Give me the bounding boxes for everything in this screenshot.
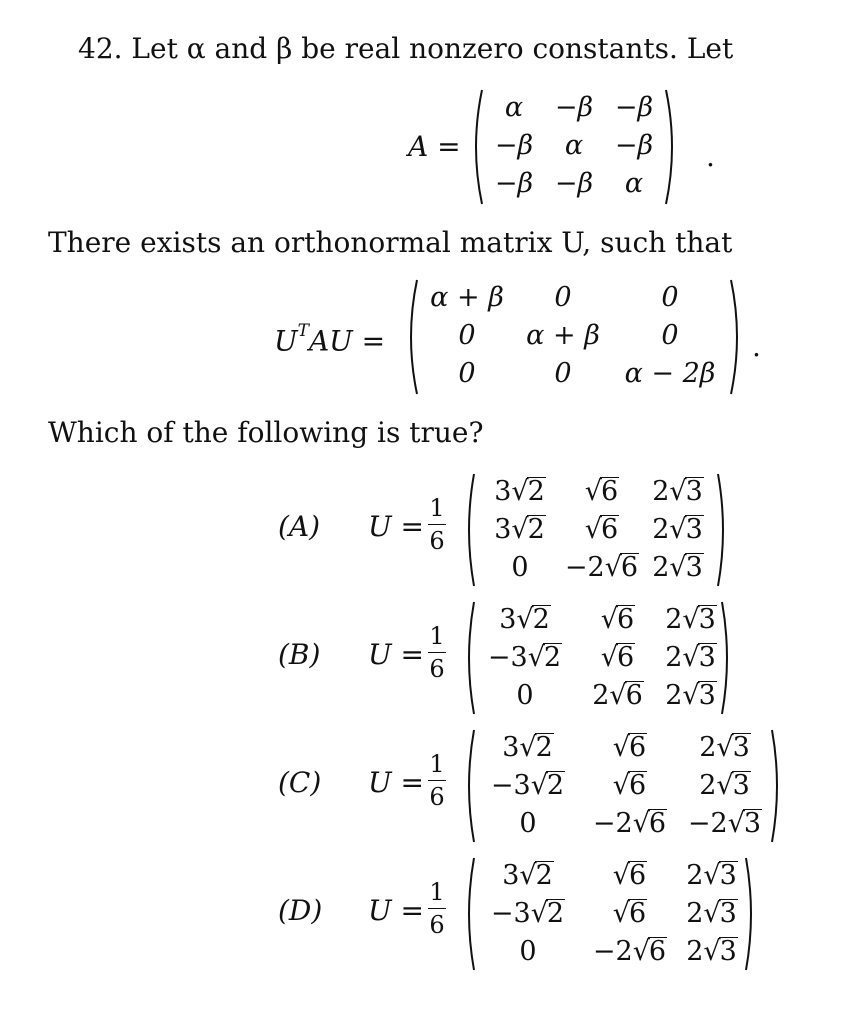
matrix-entry xyxy=(699,733,751,761)
coefficient: 3 xyxy=(499,604,517,635)
left-paren xyxy=(462,600,476,716)
scalar-fraction xyxy=(428,878,446,939)
option-matrix xyxy=(462,472,730,588)
radical-sign-icon: √ xyxy=(519,860,537,891)
radicand: 6 xyxy=(617,604,635,635)
radicand: 3 xyxy=(685,476,703,507)
option-label: (D) xyxy=(278,894,323,927)
radical-sign-icon: √ xyxy=(682,680,700,711)
coefficient: 2 xyxy=(699,732,717,763)
radicand: 3 xyxy=(698,642,716,673)
utau-u: U xyxy=(274,324,298,358)
sqrt-radical xyxy=(613,733,647,761)
radicand: 6 xyxy=(648,808,667,839)
radical-sign-icon: √ xyxy=(632,936,650,967)
radical-sign-icon: √ xyxy=(527,642,545,673)
fraction-numerator: 1 xyxy=(429,878,445,906)
radical-sign-icon: √ xyxy=(600,642,619,673)
radical-sign-icon: √ xyxy=(604,552,622,583)
coefficient: 2 xyxy=(665,680,683,711)
matrix-a-cell: α xyxy=(504,91,524,123)
matrix-entry xyxy=(516,679,534,711)
sqrt-radical xyxy=(531,899,565,927)
matrix-entry xyxy=(491,771,565,799)
radical-sign-icon: √ xyxy=(600,604,619,635)
radical-sign-icon: √ xyxy=(516,604,534,635)
sqrt-radical xyxy=(728,809,762,837)
option-lhs: U = xyxy=(368,510,424,543)
left-paren xyxy=(462,728,476,844)
matrix-entry xyxy=(699,771,751,799)
sqrt-radical xyxy=(516,605,550,633)
radical-sign-icon: √ xyxy=(703,936,721,967)
matrix-entry xyxy=(652,477,704,505)
sqrt-radical xyxy=(519,733,553,761)
radical-sign-icon: √ xyxy=(612,732,631,763)
scalar-fraction xyxy=(428,494,446,555)
matrix-a-cell: −β xyxy=(554,167,594,199)
radical-sign-icon: √ xyxy=(682,642,700,673)
radicand: 3 xyxy=(685,552,703,583)
sqrt-radical xyxy=(528,643,562,671)
coefficient: 3 xyxy=(494,476,512,507)
sqrt-radical xyxy=(519,861,553,889)
sqrt-radical xyxy=(682,643,716,671)
sqrt-radical xyxy=(601,643,635,671)
matrix-a xyxy=(468,88,680,206)
option-lhs: U = xyxy=(368,638,424,671)
matrix-entry xyxy=(585,477,619,505)
radical-sign-icon: √ xyxy=(530,898,548,929)
radical-sign-icon: √ xyxy=(584,514,603,545)
radical-sign-icon: √ xyxy=(530,770,548,801)
radicand: 2 xyxy=(535,860,553,891)
coefficient: −2 xyxy=(687,808,728,839)
matrix-diagonal-period: . xyxy=(752,330,761,363)
matrix-diagonal-cell: 0 xyxy=(554,357,572,389)
right-paren xyxy=(720,600,734,716)
scalar-fraction xyxy=(428,750,446,811)
coefficient: 2 xyxy=(652,476,670,507)
sqrt-radical xyxy=(531,771,565,799)
coefficient: 2 xyxy=(665,642,683,673)
radical-sign-icon: √ xyxy=(519,732,537,763)
matrix-entry xyxy=(519,935,537,967)
utau-lhs xyxy=(274,318,385,358)
radical-sign-icon: √ xyxy=(703,860,721,891)
matrix-diagonal-cell: 0 xyxy=(661,281,679,313)
coefficient: −2 xyxy=(592,808,633,839)
option-matrix xyxy=(462,728,784,844)
radicand: 2 xyxy=(527,514,545,545)
option-label: (C) xyxy=(278,766,322,799)
sqrt-radical xyxy=(601,605,635,633)
matrix-diagonal-cell: α + β xyxy=(526,319,600,351)
fraction-bar xyxy=(428,652,446,653)
sqrt-radical xyxy=(609,681,643,709)
sqrt-radical xyxy=(613,899,647,927)
coefficient: −3 xyxy=(490,770,531,801)
radical-sign-icon: √ xyxy=(584,476,603,507)
fraction-denominator: 6 xyxy=(429,527,445,555)
fraction-numerator: 1 xyxy=(429,622,445,650)
sqrt-radical xyxy=(703,861,737,889)
coefficient: 2 xyxy=(686,898,704,929)
right-paren xyxy=(744,856,758,972)
fraction-bar xyxy=(428,524,446,525)
fraction-denominator: 6 xyxy=(429,911,445,939)
radicand: 6 xyxy=(629,860,647,891)
coefficient: 2 xyxy=(652,514,670,545)
option-matrix-grid xyxy=(476,472,716,588)
radicand: 6 xyxy=(625,680,643,711)
left-paren xyxy=(468,88,484,206)
scalar-fraction xyxy=(428,622,446,683)
radical-sign-icon: √ xyxy=(716,732,734,763)
fraction-bar xyxy=(428,780,446,781)
matrix-entry xyxy=(585,515,619,543)
coefficient: −3 xyxy=(490,898,531,929)
option-lhs: U = xyxy=(368,766,424,799)
option-matrix xyxy=(462,600,734,716)
sqrt-radical xyxy=(585,477,619,505)
coefficient: 3 xyxy=(502,732,520,763)
matrix-entry xyxy=(652,515,704,543)
radicand: 2 xyxy=(546,898,565,929)
fraction-bar xyxy=(428,908,446,909)
matrix-entry xyxy=(652,553,704,581)
option-label: (B) xyxy=(278,638,321,671)
matrix-a-cell: α xyxy=(624,167,644,199)
sqrt-radical xyxy=(613,771,647,799)
matrix-entry xyxy=(488,643,562,671)
radicand: 3 xyxy=(743,808,762,839)
matrix-entry xyxy=(686,861,738,889)
problem-statement: 42. Let α and β be real nonzero constants. Let xyxy=(78,32,734,65)
matrix-a-cell: α xyxy=(564,129,584,161)
sqrt-radical xyxy=(716,733,750,761)
matrix-entry xyxy=(502,861,554,889)
matrix-entry xyxy=(593,809,667,837)
matrix-entry xyxy=(686,937,738,965)
matrix-entry xyxy=(613,733,647,761)
exists-text: There exists an orthonormal matrix U, such that xyxy=(48,226,733,259)
coefficient: 0 xyxy=(516,679,534,711)
radicand: 3 xyxy=(732,770,750,801)
radical-sign-icon: √ xyxy=(669,552,687,583)
sqrt-radical xyxy=(703,899,737,927)
sqrt-radical xyxy=(511,515,545,543)
radicand: 3 xyxy=(685,514,703,545)
matrix-a-cell: −β xyxy=(494,167,534,199)
radicand: 3 xyxy=(698,680,716,711)
left-paren xyxy=(462,856,476,972)
fraction-denominator: 6 xyxy=(429,655,445,683)
coefficient: 2 xyxy=(652,552,670,583)
coefficient: −3 xyxy=(487,642,528,673)
matrix-a-cell: −β xyxy=(614,129,654,161)
radicand: 6 xyxy=(601,514,619,545)
matrix-a-grid xyxy=(484,88,664,206)
fraction-numerator: 1 xyxy=(429,494,445,522)
matrix-entry xyxy=(491,899,565,927)
radical-sign-icon: √ xyxy=(682,604,700,635)
matrix-diagonal-cell: 0 xyxy=(458,319,476,351)
matrix-a-cell: −β xyxy=(494,129,534,161)
fraction-numerator: 1 xyxy=(429,750,445,778)
matrix-diagonal-cell: α + β xyxy=(430,281,504,313)
radicand: 3 xyxy=(719,860,737,891)
matrix-entry xyxy=(665,605,717,633)
sqrt-radical xyxy=(605,553,639,581)
radical-sign-icon: √ xyxy=(511,514,529,545)
right-paren xyxy=(664,88,680,206)
radicand: 6 xyxy=(629,898,647,929)
radicand: 6 xyxy=(629,770,647,801)
option-lhs: U = xyxy=(368,894,424,927)
radicand: 3 xyxy=(719,898,737,929)
radicand: 6 xyxy=(601,476,619,507)
radicand: 3 xyxy=(698,604,716,635)
radicand: 2 xyxy=(532,604,550,635)
option-matrix-grid xyxy=(476,728,770,844)
sqrt-radical xyxy=(682,605,716,633)
right-paren xyxy=(716,472,730,588)
radical-sign-icon: √ xyxy=(612,770,631,801)
coefficient: 2 xyxy=(592,680,610,711)
radical-sign-icon: √ xyxy=(716,770,734,801)
matrix-entry xyxy=(499,605,551,633)
left-paren xyxy=(462,472,476,588)
coefficient: 2 xyxy=(686,936,704,967)
sqrt-radical xyxy=(585,515,619,543)
matrix-entry xyxy=(502,733,554,761)
right-paren xyxy=(729,278,745,396)
option-matrix-grid xyxy=(476,600,720,716)
radical-sign-icon: √ xyxy=(727,808,745,839)
left-paren xyxy=(403,278,419,396)
radical-sign-icon: √ xyxy=(609,680,627,711)
coefficient: 3 xyxy=(502,860,520,891)
radicand: 6 xyxy=(620,552,639,583)
sqrt-radical xyxy=(511,477,545,505)
matrix-entry xyxy=(519,807,537,839)
radicand: 3 xyxy=(732,732,750,763)
matrix-entry xyxy=(494,515,546,543)
matrix-entry xyxy=(494,477,546,505)
radicand: 6 xyxy=(629,732,647,763)
matrix-a-cell: −β xyxy=(554,91,594,123)
sqrt-radical xyxy=(633,937,667,965)
right-paren xyxy=(770,728,784,844)
radical-sign-icon: √ xyxy=(612,898,631,929)
coefficient: −2 xyxy=(564,552,605,583)
radicand: 3 xyxy=(719,936,737,967)
matrix-entry xyxy=(601,643,635,671)
sqrt-radical xyxy=(613,861,647,889)
radicand: 6 xyxy=(617,642,635,673)
matrix-a-cell: −β xyxy=(614,91,654,123)
matrix-entry xyxy=(592,681,644,709)
matrix-diagonal-cell: 0 xyxy=(661,319,679,351)
matrix-diagonal xyxy=(403,278,745,396)
matrix-entry xyxy=(688,809,762,837)
matrix-entry xyxy=(613,899,647,927)
utau-rest: AU = xyxy=(308,324,386,358)
matrix-entry xyxy=(665,681,717,709)
matrix-entry xyxy=(613,771,647,799)
coefficient: 2 xyxy=(686,860,704,891)
matrix-entry xyxy=(601,605,635,633)
coefficient: 2 xyxy=(665,604,683,635)
radicand: 6 xyxy=(648,936,667,967)
radicand: 2 xyxy=(546,770,565,801)
radical-sign-icon: √ xyxy=(669,514,687,545)
radical-sign-icon: √ xyxy=(703,898,721,929)
coefficient: 0 xyxy=(519,807,537,839)
coefficient: 0 xyxy=(519,935,537,967)
coefficient: 3 xyxy=(494,514,512,545)
matrix-a-lhs: A = xyxy=(408,130,461,163)
coefficient: 2 xyxy=(699,770,717,801)
radical-sign-icon: √ xyxy=(632,808,650,839)
sqrt-radical xyxy=(716,771,750,799)
coefficient: −2 xyxy=(592,936,633,967)
matrix-entry xyxy=(511,551,529,583)
matrix-diagonal-cell: α − 2β xyxy=(624,357,716,389)
radicand: 2 xyxy=(527,476,545,507)
radicand: 2 xyxy=(543,642,562,673)
question-text: Which of the following is true? xyxy=(48,416,484,449)
sqrt-radical xyxy=(669,515,703,543)
sqrt-radical xyxy=(669,477,703,505)
radical-sign-icon: √ xyxy=(511,476,529,507)
fraction-denominator: 6 xyxy=(429,783,445,811)
sqrt-radical xyxy=(633,809,667,837)
sqrt-radical xyxy=(703,937,737,965)
option-matrix-grid xyxy=(476,856,744,972)
matrix-a-period: . xyxy=(706,140,715,173)
matrix-entry xyxy=(665,643,717,671)
matrix-diagonal-grid xyxy=(419,278,729,396)
matrix-entry xyxy=(686,899,738,927)
sqrt-radical xyxy=(669,553,703,581)
radicand: 2 xyxy=(535,732,553,763)
utau-sup: T xyxy=(297,321,309,341)
option-matrix xyxy=(462,856,758,972)
coefficient: 0 xyxy=(511,551,529,583)
option-label: (A) xyxy=(278,510,321,543)
sqrt-radical xyxy=(682,681,716,709)
radical-sign-icon: √ xyxy=(612,860,631,891)
matrix-diagonal-cell: 0 xyxy=(458,357,476,389)
matrix-entry xyxy=(593,937,667,965)
matrix-entry xyxy=(613,861,647,889)
matrix-diagonal-cell: 0 xyxy=(554,281,572,313)
radical-sign-icon: √ xyxy=(669,476,687,507)
matrix-entry xyxy=(565,553,639,581)
